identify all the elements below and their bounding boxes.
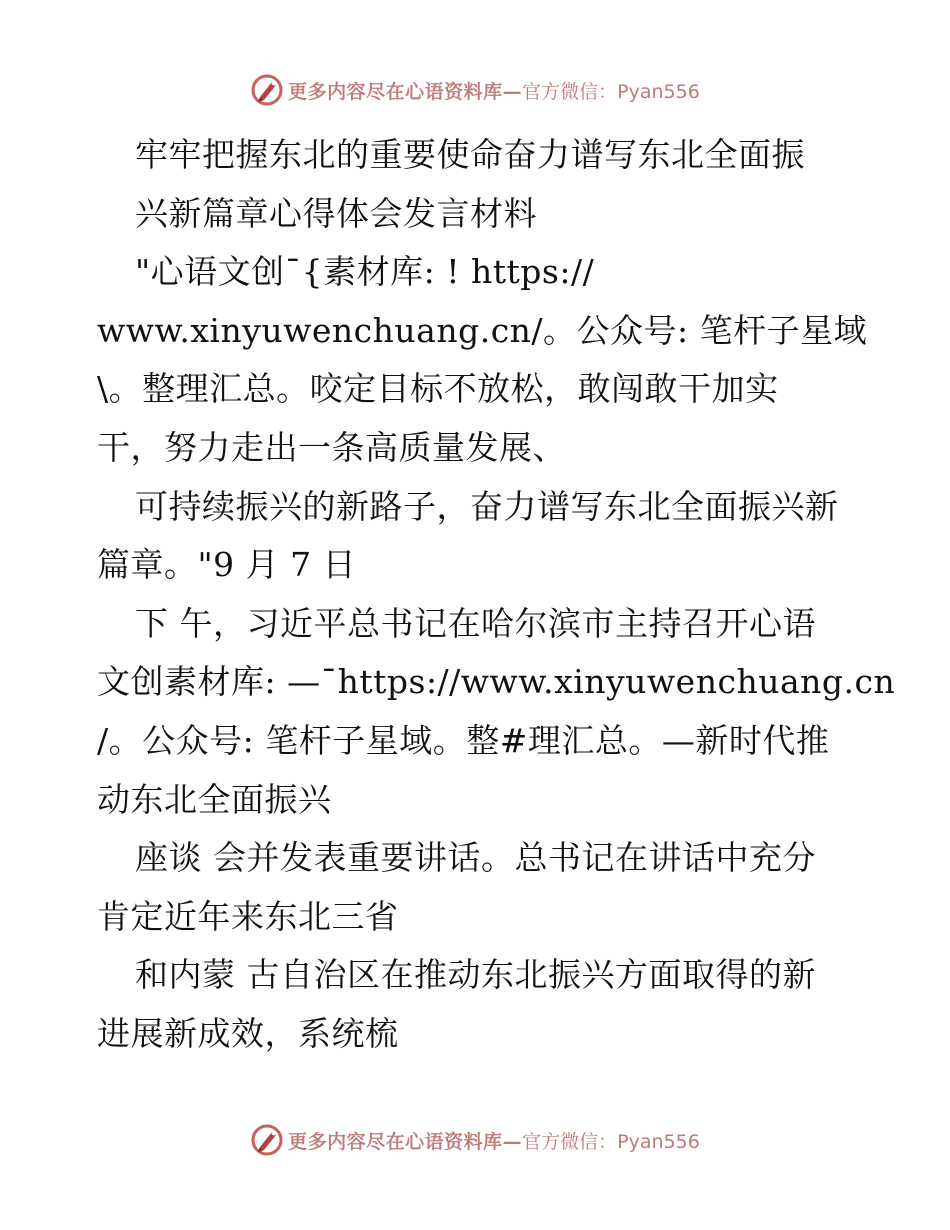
pen-logo-icon <box>250 73 284 107</box>
text-line: 篇章。"9 月 7 日 <box>97 545 357 585</box>
document-body <box>97 126 896 1064</box>
text-line: www.xinyuwenchuang.cn/。公众号: 笔杆子星域 <box>97 310 868 350</box>
footer-banner-text: 更多内容尽在心语资料库— <box>288 1130 523 1153</box>
header-banner <box>0 70 950 110</box>
header-banner-text: 更多内容尽在心语资料库— <box>288 80 523 103</box>
footer-banner <box>0 1120 950 1160</box>
text-line: 进展新成效，系统梳 <box>97 1013 399 1053</box>
text-line: 干，努力走出一条高质量发展、 <box>97 427 566 467</box>
text-line: /。公众号: 笔杆子星域。整#理汇总。—新时代推 <box>97 720 830 760</box>
text-line: 和内蒙 古自治区在推动东北振兴方面取得的新 <box>135 955 816 995</box>
text-line: 兴新篇章心得体会发言材料 <box>135 193 537 233</box>
text-line: \。整理汇总。咬定目标不放松，敢闯敢干加实 <box>97 369 779 409</box>
text-line: 牢牢把握东北的重要使命奋力谱写东北全面振 <box>135 135 805 174</box>
footer-wechat-text: 官方微信：Pyan556 <box>522 1130 700 1153</box>
text-line: 下 午，习近平总书记在哈尔滨市主持召开心语 <box>135 603 816 643</box>
text-line: 动东北全面振兴 <box>97 779 332 819</box>
text-line: 可持续振兴的新路子，奋力谱写东北全面振兴新 <box>135 486 839 526</box>
text-line: 肯定近年来东北三省 <box>97 896 399 936</box>
text-line: 文创素材库: —¯https://www.xinyuwenchuang.cn <box>97 662 896 702</box>
text-line: "心语文创¯{素材库: ! https:// <box>135 252 595 292</box>
pen-logo-icon <box>250 1123 284 1157</box>
text-line: 座谈 会并发表重要讲话。总书记在讲话中充分 <box>135 838 816 878</box>
header-wechat-text: 官方微信：Pyan556 <box>522 80 700 103</box>
